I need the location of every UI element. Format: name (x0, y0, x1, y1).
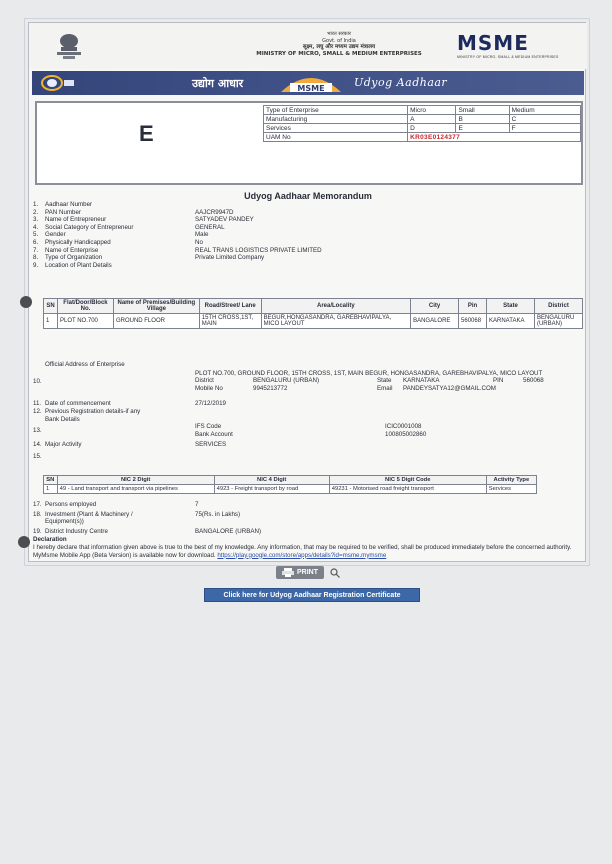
table-cell: A (408, 115, 456, 124)
field-number: 14. (33, 441, 42, 449)
field-number: 18. (33, 510, 42, 518)
ifsc-label: IFS Code (195, 423, 222, 431)
print-button[interactable] (276, 566, 324, 579)
field-number: 15. (33, 452, 42, 460)
field-row (33, 209, 533, 217)
mymsme-app-text: MyMsme Mobile App (Beta Version) is available now for download. (33, 551, 216, 559)
field-row (33, 216, 533, 224)
table-row (264, 133, 581, 142)
field-row (33, 501, 583, 509)
banner-title-english: Udyog Aadhaar (354, 76, 448, 89)
gov-line-hindi: भारत सरकार (327, 31, 351, 37)
nic-activity-table (43, 475, 537, 494)
punch-hole-mark (20, 296, 32, 308)
table-cell: Small (456, 106, 509, 115)
column-header: State (487, 299, 535, 314)
uam-number: KR03E0124377 (408, 133, 581, 142)
field-value (195, 201, 533, 209)
table-cell: 1 (44, 314, 58, 329)
table-header-row (44, 299, 583, 314)
column-header: Activity Type (486, 476, 536, 485)
field-row (33, 239, 533, 247)
field-label: Physically Handicapped (45, 238, 111, 246)
bank-account-value: 100805002860 (385, 430, 427, 438)
print-label: PRINT (297, 569, 318, 576)
ministry-english: MINISTRY OF MICRO, SMALL & MEDIUM ENTERPRISES (256, 50, 422, 57)
field-row (33, 400, 583, 408)
field-label: District Industry Centre (45, 527, 108, 535)
table-cell: Manufacturing (264, 115, 408, 124)
field-label: Investment (Plant & Machinery / Equipment(s)) (45, 510, 133, 526)
table-cell: BANGALORE (411, 314, 459, 329)
table-cell: GROUND FLOOR (113, 314, 199, 329)
field-number: 17. (33, 501, 42, 508)
field-number: 8. (33, 254, 39, 262)
table-cell: F (509, 124, 580, 133)
pin-label: PIN (493, 377, 504, 385)
field-label: Name of Entrepreneur (45, 216, 107, 224)
field-value: 75(Rs. in Lakhs) (195, 510, 241, 518)
field-label: PAN Number (45, 208, 81, 216)
msme-badge-text: MSME (297, 84, 325, 93)
email-label: Email (377, 384, 393, 392)
table-cell: BENGALURU (URBAN) (534, 314, 582, 329)
table-cell: KARNATAKA (487, 314, 535, 329)
field-value: BANGALORE (URBAN) (195, 527, 262, 535)
column-header: Pin (459, 299, 487, 314)
field-number: 9. (33, 261, 39, 269)
field-row (33, 231, 533, 239)
table-cell: 49 - Land transport and transport via pipelines (57, 485, 214, 494)
email-value: PANDEYSATYA12@GMAIL.COM (403, 384, 496, 392)
field-row (195, 377, 583, 385)
national-emblem-icon (51, 31, 87, 61)
table-header-row (44, 476, 537, 485)
field-number: 19. (33, 527, 42, 535)
field-value: Private Limited Company (195, 254, 265, 262)
table-cell: Services (486, 485, 536, 494)
memorandum-title: Udyog Aadhaar Memorandum (244, 191, 372, 201)
field-label: Name of Enterprise (45, 246, 99, 254)
field-number: 3. (33, 216, 39, 224)
field-row (33, 254, 533, 262)
district-value: BENGALURU (URBAN) (253, 377, 320, 385)
mobile-value: 9945213772 (253, 384, 288, 392)
category-letter: E (139, 121, 154, 146)
field-value: GENERAL (195, 223, 225, 231)
official-address-heading: Official Address of Enterprise (45, 361, 125, 368)
field-row (33, 528, 583, 536)
banner-title-hindi: उद्योग आधार (192, 77, 244, 90)
spacer (45, 370, 195, 393)
print-toolbar (276, 566, 340, 579)
spacer (45, 423, 195, 438)
table-cell: Micro (408, 106, 456, 115)
field-value: 27/12/2019 (195, 400, 226, 408)
registration-certificate-button[interactable]: Click here for Udyog Aadhaar Registration Certificate (204, 588, 420, 602)
field-value: REAL TRANS LOGISTICS PRIVATE LIMITED (195, 246, 322, 254)
field-row (33, 511, 583, 526)
field-number: 5. (33, 231, 39, 239)
punch-hole-mark (18, 536, 30, 548)
field-value: Male (195, 231, 209, 239)
table-cell: Type of Enterprise (264, 106, 408, 115)
field-number: 12. (33, 407, 42, 415)
field-row (33, 408, 583, 416)
table-cell: 4923 - Freight transport by road (214, 485, 329, 494)
field-label: Persons employed (45, 501, 97, 508)
field-row (33, 201, 533, 209)
state-label: State (377, 377, 392, 385)
field-label: Date of commencement (45, 400, 111, 408)
memorandum-sheet (28, 22, 586, 562)
state-value: KARNATAKA (403, 377, 440, 385)
field-number: 7. (33, 246, 39, 254)
column-header: SN (44, 299, 58, 314)
uam-label: UAM No (264, 133, 408, 142)
udyog-aadhaar-logo-icon (40, 74, 76, 92)
table-cell: Services (264, 124, 408, 133)
table-cell: 49231 - Motorised road freight transport (329, 485, 486, 494)
table-cell: PLOT NO.700 (57, 314, 113, 329)
table-cell: 1 (44, 485, 58, 494)
enterprise-category-box (35, 101, 583, 185)
field-number: 4. (33, 223, 39, 231)
official-address-section (33, 361, 583, 461)
field-label: Aadhaar Number (45, 201, 93, 208)
field-label: Previous Registration details-if any (45, 407, 141, 415)
plant-location-table (43, 298, 583, 329)
field-value: SATYADEV PANDEY (195, 216, 254, 224)
table-cell: Medium (509, 106, 580, 115)
bank-block (195, 423, 583, 438)
table-row (264, 115, 581, 124)
field-row (33, 247, 533, 255)
field-label: Social Category of Entrepreneur (45, 223, 134, 231)
pin-value: 560068 (523, 377, 544, 385)
enterprise-type-table (263, 105, 581, 142)
field-row (33, 453, 583, 461)
ifsc-value: ICIC0001008 (385, 423, 422, 431)
table-cell: 15TH CROSS,1ST, MAIN (199, 314, 261, 329)
field-value (195, 262, 533, 270)
declaration-heading: Declaration (33, 536, 67, 544)
field-row (33, 262, 533, 270)
gov-line-english: Govt. of India (322, 37, 356, 44)
column-header: NIC 4 Digit (214, 476, 329, 485)
table-cell: B (456, 115, 509, 124)
printer-icon (282, 568, 294, 577)
field-value: 7 (195, 501, 199, 508)
field-label: Type of Organization (45, 254, 103, 262)
field-number: 10. (33, 377, 42, 385)
top-header (29, 23, 587, 69)
column-header: District (534, 299, 582, 314)
field-row (195, 385, 583, 393)
table-row (44, 314, 583, 329)
closing-fields (33, 501, 583, 559)
msme-logo-subtext: MINISTRY OF MICRO, SMALL & MEDIUM ENTERPRISES (457, 55, 559, 59)
column-header: Road/Street/ Lane (199, 299, 261, 314)
bank-details-label: Bank Details (45, 415, 80, 423)
table-row (44, 485, 537, 494)
table-cell: BEGUR,HONGASANDRA, GAREBHAVIPALYA, MICO LAYOUT (261, 314, 411, 329)
column-header: SN (44, 476, 58, 485)
field-row (195, 431, 583, 439)
column-header: NIC 5 Digit Code (329, 476, 486, 485)
official-address-block (195, 370, 583, 393)
column-header: Name of Premises/Building Village (113, 299, 199, 314)
mobile-label: Mobile No (195, 384, 223, 392)
field-number: 13. (33, 427, 42, 435)
field-row (33, 416, 583, 424)
field-number: 11. (33, 400, 42, 408)
column-header: Area/Locality (261, 299, 411, 314)
table-cell: E (456, 124, 509, 133)
field-value: No (195, 238, 203, 246)
ministry-heading (219, 31, 459, 57)
column-header: NIC 2 Digit (57, 476, 214, 485)
entrepreneur-fields (33, 201, 533, 269)
mymsme-app-link[interactable]: https://play.google.com/store/apps/details?id=msme.mymsme (217, 551, 387, 559)
bank-account-label: Bank Account (195, 430, 233, 438)
field-label: Location of Plant Details (45, 261, 112, 269)
field-label: Gender (45, 231, 66, 239)
declaration-text: I hereby declare that information given above is true to the best of my knowledge. Any information, that may be required to be verified, shall be produced immediately before the concerned authority. (33, 543, 572, 551)
district-label: District (195, 377, 214, 385)
msme-logo-text: MSME (457, 31, 529, 55)
column-header: Flat/Door/Block No. (57, 299, 113, 314)
spacer (33, 392, 583, 400)
table-cell: 560068 (459, 314, 487, 329)
ministry-hindi: सूक्ष्म, लघु और मध्यम उद्यम मंत्रालय (302, 44, 376, 50)
table-row (264, 106, 581, 115)
field-row (33, 441, 583, 449)
table-row (264, 124, 581, 133)
field-value: SERVICES (195, 441, 227, 449)
magnifier-icon[interactable] (330, 568, 340, 578)
msme-badge-icon (276, 72, 346, 94)
udyog-aadhaar-banner (32, 71, 584, 95)
official-address-text: PLOT NO.700, GROUND FLOOR, 15TH CROSS, 1ST, MAIN BEGUR, HONGASANDRA, GAREBHAVIPALYA, MICO LAYOUT (195, 369, 543, 377)
table-cell: D (408, 124, 456, 133)
mymsme-line (33, 552, 583, 560)
field-row (33, 423, 583, 438)
field-number: 6. (33, 238, 39, 246)
field-row (195, 423, 583, 431)
field-number: 1. (33, 201, 39, 208)
field-row (33, 370, 583, 393)
table-cell: C (509, 115, 580, 124)
msme-logo (457, 31, 563, 61)
field-row (33, 224, 533, 232)
column-header: City (411, 299, 459, 314)
field-label: Major Activity (45, 441, 82, 449)
field-value: AAJCR9947D (195, 208, 234, 216)
field-number: 2. (33, 208, 39, 216)
